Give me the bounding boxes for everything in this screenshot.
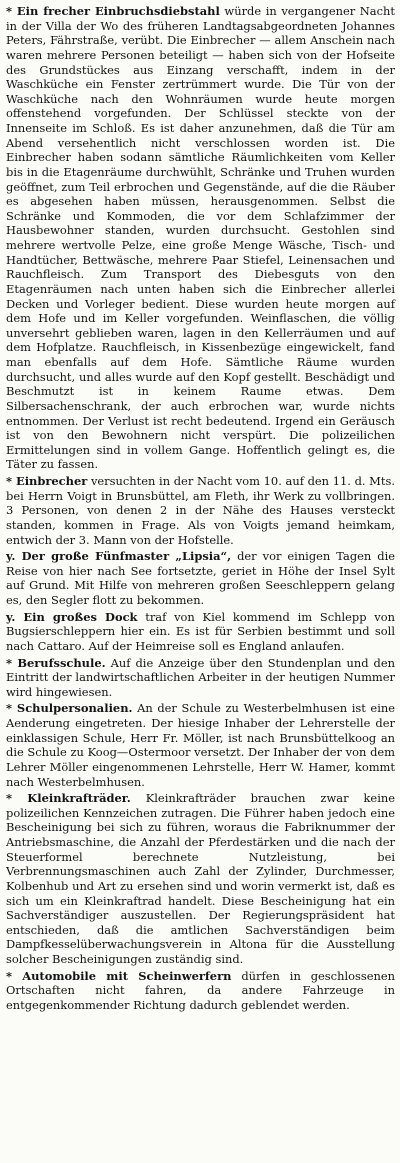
article-body: der vor einigen Tagen die Reise von hier nach See fortsetzte, geriet in Höhe der Insel Sylt auf Grund. Mit Hilfe von mehreren großen Seeschleppern gelang es, den Segler flott zu bekommen. [6,549,395,607]
article-einbrecher [6,474,395,547]
article-headline: * Berufsschule. [6,655,106,670]
article-kleinkraftraeder [6,791,395,967]
article-dock [6,610,395,654]
article-headline: * Schulpersonalien. [6,701,133,716]
article-automobile [6,969,395,1013]
article-fuenfmaster [6,549,395,608]
article-body: dürfen in geschlossenen Ortschaften nicht fahren, da andere Fahrzeuge in entgegenkommender Richtung dadurch geblendet werden. [6,968,396,1012]
article-body: Auf die Anzeige über den Stundenplan und den Eintritt der landwirtschaftlichen Arbeiter in der heutigen Nummer wird hingewiesen. [6,655,396,699]
article-headline: y. Der große Fünfmaster „Lipsia“, [6,549,232,564]
article-headline: * Einbrecher [6,474,88,488]
article-headline: * Automobile mit Scheinwerfern [6,968,232,983]
article-berufsschule [6,656,395,700]
article-schulpersonalien [6,701,395,789]
article-einbruchsdiebstahl [6,4,395,472]
article-headline: * Kleinkrafträder. [6,791,131,806]
article-body: versuchten in der Nacht vom 10. auf den 11. d. Mts. bei Herrn Voigt in Brunsbüttel, am Fleth, ihr Werk zu vollbringen. 3 Personen, von denen 2 in der Nähe des Hauses versteckt standen, kommen in Frage. Als von Voigts jemand heimkam, entwich der 3. Mann von der Hofstelle. [6,474,395,547]
article-headline: * Ein frecher Einbruchsdiebstahl [6,4,220,18]
article-headline: y. Ein großes Dock [6,609,138,624]
article-body: Kleinkrafträder brauchen zwar keine polizeilichen Kennzeichen zutragen. Die Führer haben jedoch eine Bescheinigung bei sich zu führen, woraus die Fabriknummer der Antriebsmaschine, die Anzahl der Pferdestärken und die nach der Steuerformel berechnete Nutzleistung, bei Verbrennungsmaschinen auch Zahl der Zylinder, Durchmesser, Kolbenhub und Art zu ersehen sind und worin vermerkt ist, daß es sich um ein Kleinkraftrad handelt. Diese Bescheinigung hat ein Sachverständiger auszustellen. Der Regierungspräsident hat entschieden, daß die amtlichen Sachverständigen beim Dampfkesselüberwachungsverein in Altona für die Ausstellung solcher Bescheinigungen zuständig sind. [6,791,395,966]
article-body: würde in vergangener Nacht in der Villa der Wo des früheren Landtagsabgeordneten Johannes Peters, Fährstraße, verübt. Die Einbrecher — allem Anschein nach waren mehrere Personen beteiligt — haben sich von der Hofseite des Grundstückes aus Einzang verschafft, indem in der Waschküche ein Fenster zertrümmert wurde. Die Tür von der Waschküche nach den Wohnräumen wurde heute morgen offenstehend vorgefunden. Der Schlüssel steckte von der Innenseite im Schloß. Es ist daher anzunehmen, daß die Tür am Abend versehentlich nicht verschlossen worden ist. Die Einbrecher haben sodann sämtliche Räumlichkeiten vom Keller bis in die Etagenräume durchwühlt, Schränke und Truhen wurden geöffnet, zum Teil erbrochen und Gegenstände, auf die die Räuber es abgesehen haben müssen, herausgenommen. Selbst die Schränke und Kommoden, die vor dem Schlafzimmer der Hausbewohner standen, wurden durchsucht. Gestohlen sind mehrere wertvolle Pelze, eine große Menge Wäsche, Tisch- und Handtücher, Bettwäsche, mehrere Paar Stiefel, Leinensachen und Rauchfleisch. Zum Transport des Diebesguts von den Etagenräumen nach unten haben sich die Einbrecher allerlei Decken und Vorleger bedient. Diese wurden heute morgen auf dem Hofe und im Keller vorgefunden. Weinflaschen, die völlig unversehrt geblieben waren, lagen in den Kellerräumen und auf dem Hofplatze. Rauchfleisch, in Kissenbezüge eingewickelt, fand man ebenfalls auf dem Hofe. Sämtliche Räume wurden durchsucht, und alles wurde auf den Kopf gestellt. Beschädigt und Beschmutzt ist in keinem Raume etwas. Dem Silbersachenschrank, der auch erbrochen war, wurde nichts entnommen. Der Verlust ist recht bedeutend. Irgend ein Geräusch ist von den Bewohnern nicht verspürt. Die polizeilichen Ermittelungen sind in vollem Gange. Hoffentlich gelingt es, die Täter zu fassen. [6,4,395,472]
article-body: traf von Kiel kommend im Schlepp von Bugsierschleppern hier ein. Es ist für Serbien bestimmt und soll nach Cattaro. Auf der Heimreise soll es England anlaufen. [6,609,395,653]
article-body: An der Schule zu Westerbelmhusen ist eine Aenderung eingetreten. Der hiesige Inhaber der Lehrerstelle der einklassigen Schule, Herr Fr. Möller, ist nach Brunsbüttelkoog an die Schule zu Koog—Ostermoor versetzt. Der Inhaber der von dem Lehrer Möller eingenommenen Lehrstelle, Herr W. Hamer, kommt nach Westerbelmhusen. [6,701,395,789]
